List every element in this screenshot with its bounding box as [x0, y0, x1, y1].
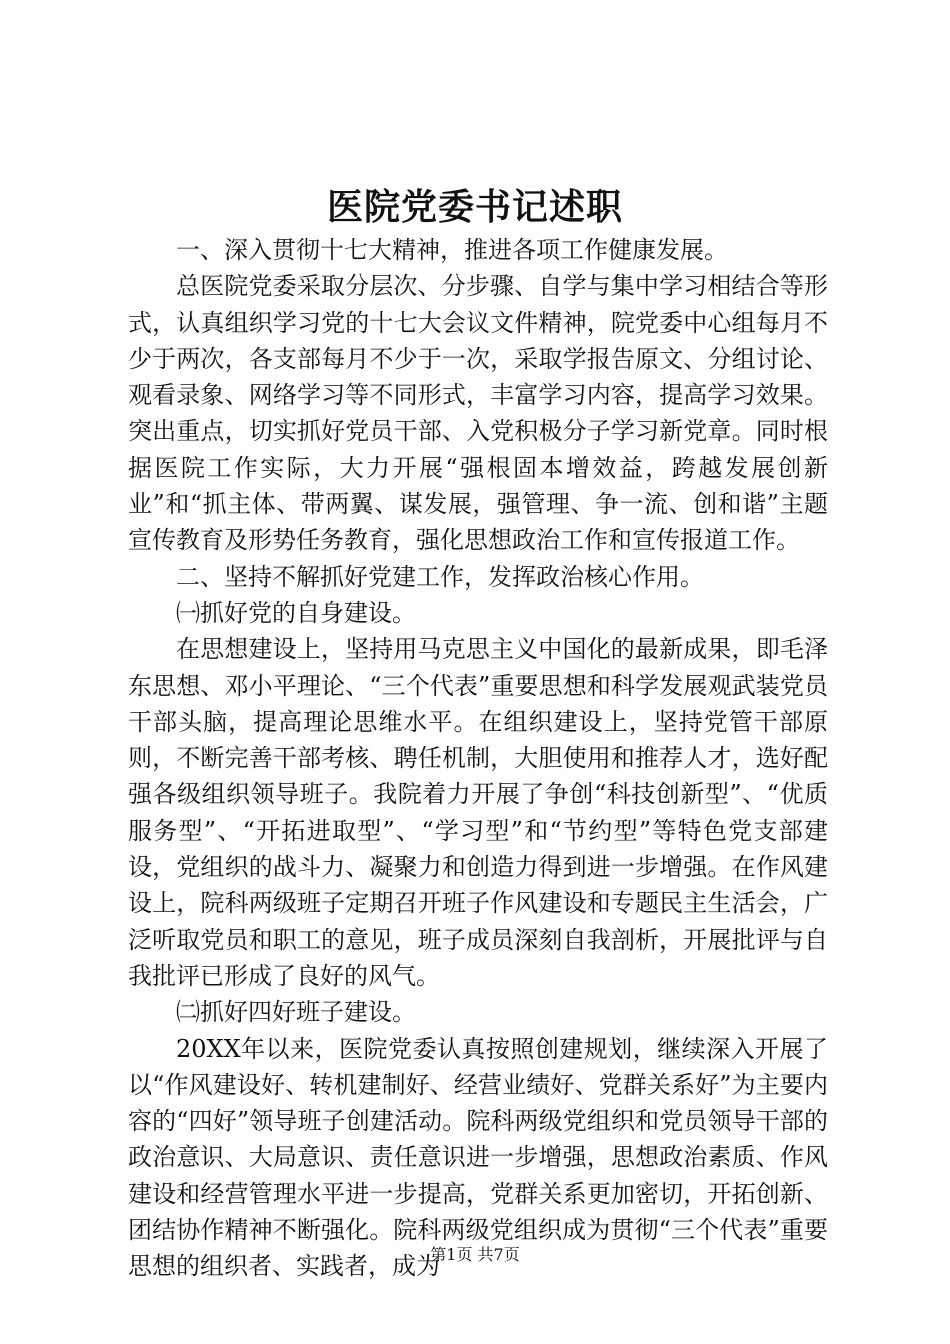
paragraph-subheading-2: ㈡抓好四好班子建设。: [176, 998, 416, 1027]
paragraph-subheading-1: ㈠抓好党的自身建设。: [176, 598, 416, 627]
page-footer: 第1页 共7页: [430, 1245, 520, 1264]
paragraph: 20XX年以来，医院党委认真按照创建规划，继续深入开展了以“作风建设好、转机建制好、经营业绩好、党群关系好”为主要内容的“四好”领导班子创建活动。院科两级党组织和党员领导干部的政治意识、大局意识、责任意识进一步增强，思想政治素质、作风建设和经营管理水平进一步提高，党群关系更加密切，开拓创新、团结协作精神不断强化。院科两级党组织成为贯彻“三个代表”重要思想的组织者、实践者，成为: [128, 1034, 828, 1281]
document-title: 医院党委书记述职: [326, 186, 623, 228]
paragraph-heading-1: 一、深入贯彻十七大精神，推进各项工作健康发展。: [176, 236, 728, 264]
paragraph: 在思想建设上，坚持用马克思主义中国化的最新成果，即毛泽东思想、邓小平理论、“三个代表”重要思想和科学发展观武装党员干部头脑，提高理论思维水平。在组织建设上，坚持党管干部原则，不断完善干部考核、聘任机制，大胆使用和推荐人才，选好配强各级组织领导班子。我院着力开展了争创“科技创新型”、“优质服务型”、“开拓进取型”、“学习型”和“节约型”等特色党支部建设，党组织的战斗力、凝聚力和创造力得到进一步增强。在作风建设上，院科两级班子定期召开班子作风建设和专题民主生活会，广泛听取党员和职工的意见，班子成员深刻自我剖析，开展批评与自我批评已形成了良好的风气。: [128, 635, 828, 990]
paragraph-heading-2: 二、坚持不解抓好党建工作，发挥政治核心作用。: [176, 562, 704, 591]
paragraph: 总医院党委采取分层次、分步骤、自学与集中学习相结合等形式，认真组织学习党的十七大会议文件精神，院党委中心组每月不少于两次，各支部每月不少于一次，采取学报告原文、分组讨论、观看录象、网络学习等不同形式，丰富学习内容，提高学习效果。突出重点，切实抓好党员干部、入党积极分子学习新党章。同时根据医院工作实际，大力开展“强根固本增效益，跨越发展创新业”和“抓主体、带两翼、谋发展，强管理、争一流、创和谐”主题宣传教育及形势任务教育，强化思想政治工作和宣传报道工作。: [128, 272, 828, 555]
document-body: [128, 232, 828, 1285]
